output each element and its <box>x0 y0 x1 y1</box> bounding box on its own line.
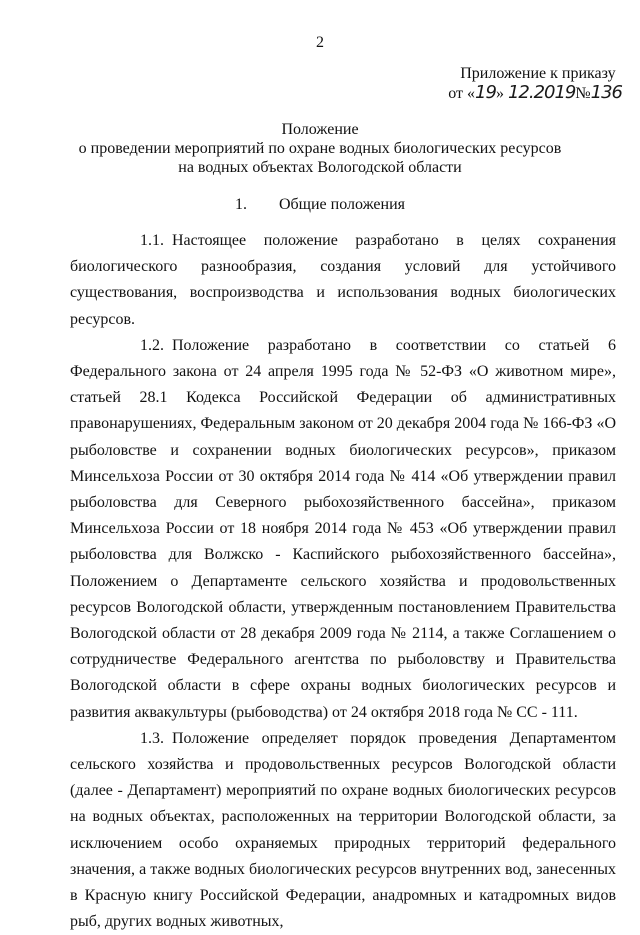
paragraph-number: 1.2. <box>140 336 164 354</box>
annex-no-label: № <box>575 85 591 102</box>
annex-block <box>448 64 622 103</box>
section-heading <box>0 196 640 214</box>
document-body <box>70 228 616 935</box>
annex-title: Приложение к приказу <box>460 65 616 82</box>
paragraph-1-1 <box>70 228 616 333</box>
title-line-2: о проведении мероприятий по охране водных биологических ресурсов <box>78 140 562 157</box>
paragraph-1-3 <box>70 726 616 935</box>
annex-date-line <box>448 83 622 103</box>
annex-month-year: 12.2019 <box>507 82 576 103</box>
title-line-3: на водных объектах Вологодской области <box>178 159 462 176</box>
paragraph-text: Настоящее положение разработано в целях сохранения биологического разнообразия, создания условий для устойчивого существования, воспроизводства и использования водных биологических ресурсов. <box>70 232 616 328</box>
annex-number: 136 <box>590 82 622 103</box>
page-number: 2 <box>316 34 324 51</box>
document-title <box>0 120 640 177</box>
annex-day: 19 <box>475 82 496 103</box>
paragraph-text: Положение определяет порядок проведения Департаментом сельского хозяйства и продовольственных ресурсов Вологодской области (далее - Департамент) мероприятий по охране водных биологических ресурсов на водных объектах, расположенных на территории Вологодской области, за исключением особо охраняемых природных территорий федерального значения, а также водных биологических ресурсов внутренних вод, занесенных в Красную книгу Российской Федерации, анадромных и катадромных видов рыб, других водных животных, <box>70 729 616 931</box>
annex-prefix: от « <box>448 85 476 102</box>
paragraph-text: Положение разработано в соответствии со статьей 6 Федерального закона от 24 апреля 1995 года № 52-ФЗ «О животном мире», статьей 28.1 Кодекса Российской Федерации об административных правонарушениях, Федеральным законом от 20 декабря 2004 года № 166-ФЗ «О рыболовстве и сохранении водных биологических ресурсов», приказом Минсельхоза России от 30 октября 2014 года № 414 «Об утверждении правил рыболовства для Северного рыбохозяйственного бассейна», приказом Минсельхоза России от 18 ноября 2014 года № 453 «Об утверждении правил рыболовства для Волжско - Каспийского рыбохозяйственного бассейна», Положением о Департаменте сельского хозяйства и продовольственных ресурсов Вологодской области, утвержденным постановлением Правительства Вологодской области от 28 декабря 2009 года № 2114, а также Соглашением о сотрудничестве Федерального агентства по рыболовству и Правительства Вологодской области в сфере охраны водных биологических ресурсов и развития аквакультуры (рыбоводства) от 24 октября 2018 года № СС - 111. <box>70 336 616 721</box>
section-number: 1. <box>234 196 247 213</box>
paragraph-1-2 <box>70 333 616 726</box>
title-line-1: Положение <box>281 121 359 138</box>
paragraph-number: 1.3. <box>140 729 164 747</box>
section-title: Общие положения <box>278 196 406 213</box>
annex-mid: » <box>495 85 504 102</box>
paragraph-number: 1.1. <box>140 232 164 249</box>
